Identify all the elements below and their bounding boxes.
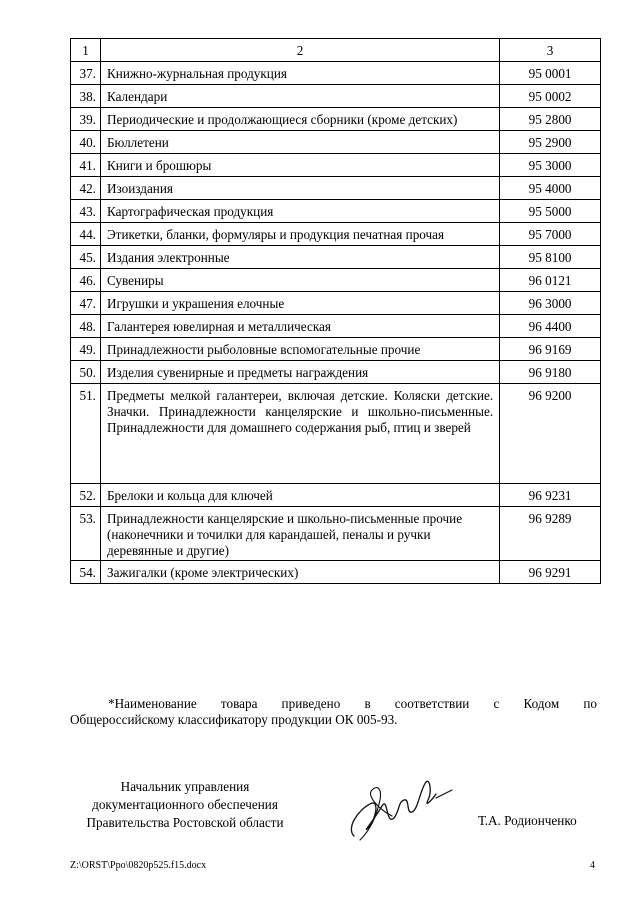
row-number: 44. (71, 223, 101, 246)
table-row (71, 246, 601, 269)
row-number: 42. (71, 177, 101, 200)
table-row (71, 200, 601, 223)
product-code: 95 3000 (500, 154, 601, 177)
table-row (71, 384, 601, 484)
product-code: 95 2800 (500, 108, 601, 131)
row-number: 51. (71, 384, 101, 484)
header-col-3: 3 (500, 39, 601, 62)
signatory-title-line: Правительства Ростовской области (86, 815, 284, 830)
row-number: 49. (71, 338, 101, 361)
table-row (71, 315, 601, 338)
file-path: Z:\ORST\Ppo\0820p525.f15.docx (70, 860, 207, 871)
table-row (71, 338, 601, 361)
table-row (71, 62, 601, 85)
row-number: 40. (71, 131, 101, 154)
product-name: Сувениры (100, 269, 499, 292)
product-name: Книги и брошюры (100, 154, 499, 177)
row-number: 45. (71, 246, 101, 269)
product-name: Изделия сувенирные и предметы награждения (100, 361, 499, 384)
signatory-title-line: документационного обеспечения (92, 797, 278, 812)
table-row (71, 108, 601, 131)
table-row (71, 269, 601, 292)
product-name: Изоиздания (100, 177, 499, 200)
product-code: 96 9180 (500, 361, 601, 384)
product-name: Брелоки и кольца для ключей (100, 484, 499, 507)
signatory-title-line: Начальник управления (120, 779, 250, 794)
product-name: Картографическая продукция (100, 200, 499, 223)
row-number: 50. (71, 361, 101, 384)
footnote (70, 696, 597, 728)
product-name: Периодические и продолжающиеся сборники (кроме детских) (100, 108, 499, 131)
product-name: Игрушки и украшения елочные (100, 292, 499, 315)
product-code: 96 4400 (500, 315, 601, 338)
product-code: 95 7000 (500, 223, 601, 246)
table-row (71, 292, 601, 315)
row-number: 38. (71, 85, 101, 108)
product-name: Галантерея ювелирная и металлическая (100, 315, 499, 338)
table-row (71, 131, 601, 154)
table-row (71, 507, 601, 561)
product-code: 96 9200 (500, 384, 601, 484)
product-name: Бюллетени (100, 131, 499, 154)
table-row (71, 154, 601, 177)
product-code: 96 9289 (500, 507, 601, 561)
signatory-title (70, 778, 300, 832)
product-name: Этикетки, бланки, формуляры и продукция печатная прочая (100, 223, 499, 246)
product-code: 95 2900 (500, 131, 601, 154)
product-code: 96 9169 (500, 338, 601, 361)
table-header-row (71, 39, 601, 62)
product-name: Принадлежности рыболовные вспомогательные прочие (100, 338, 499, 361)
row-number: 41. (71, 154, 101, 177)
product-codes-table (70, 38, 601, 584)
product-code: 95 5000 (500, 200, 601, 223)
product-code: 95 8100 (500, 246, 601, 269)
product-code: 96 9291 (500, 561, 601, 584)
product-code: 95 0002 (500, 85, 601, 108)
signer-name: Т.А. Родионченко (478, 813, 577, 828)
product-name: Принадлежности канцелярские и школьно-письменные прочие (наконечники и точилки для карандашей, пеналы и ручки деревянные и другие) (100, 507, 499, 561)
row-number: 37. (71, 62, 101, 85)
table-row (71, 223, 601, 246)
row-number: 54. (71, 561, 101, 584)
product-name: Предметы мелкой галантереи, включая детские. Коляски детские. Значки. Принадлежности канцелярские и школьно-письменные. Принадлежности для домашнего содержания рыб, птиц и зверей (100, 384, 499, 484)
product-name: Книжно-журнальная продукция (100, 62, 499, 85)
table-row (71, 561, 601, 584)
header-col-2: 2 (100, 39, 499, 62)
product-name: Зажигалки (кроме электрических) (100, 561, 499, 584)
table-row (71, 177, 601, 200)
product-name: Календари (100, 85, 499, 108)
page-number: 4 (590, 860, 595, 871)
product-code: 96 0121 (500, 269, 601, 292)
footnote-line-2: Общероссийскому классификатору продукции ОК 005-93. (70, 712, 398, 727)
table-row (71, 361, 601, 384)
product-code: 95 0001 (500, 62, 601, 85)
row-number: 46. (71, 269, 101, 292)
table-row (71, 484, 601, 507)
row-number: 47. (71, 292, 101, 315)
product-code: 96 3000 (500, 292, 601, 315)
row-number: 39. (71, 108, 101, 131)
row-number: 48. (71, 315, 101, 338)
row-number: 43. (71, 200, 101, 223)
handwritten-signature (340, 770, 460, 850)
product-code: 96 9231 (500, 484, 601, 507)
product-name: Издания электронные (100, 246, 499, 269)
row-number: 53. (71, 507, 101, 561)
footnote-line-1: *Наименование товара приведено в соответствии с Кодом по (108, 696, 597, 711)
header-col-1: 1 (71, 39, 101, 62)
product-code: 95 4000 (500, 177, 601, 200)
table-row (71, 85, 601, 108)
row-number: 52. (71, 484, 101, 507)
